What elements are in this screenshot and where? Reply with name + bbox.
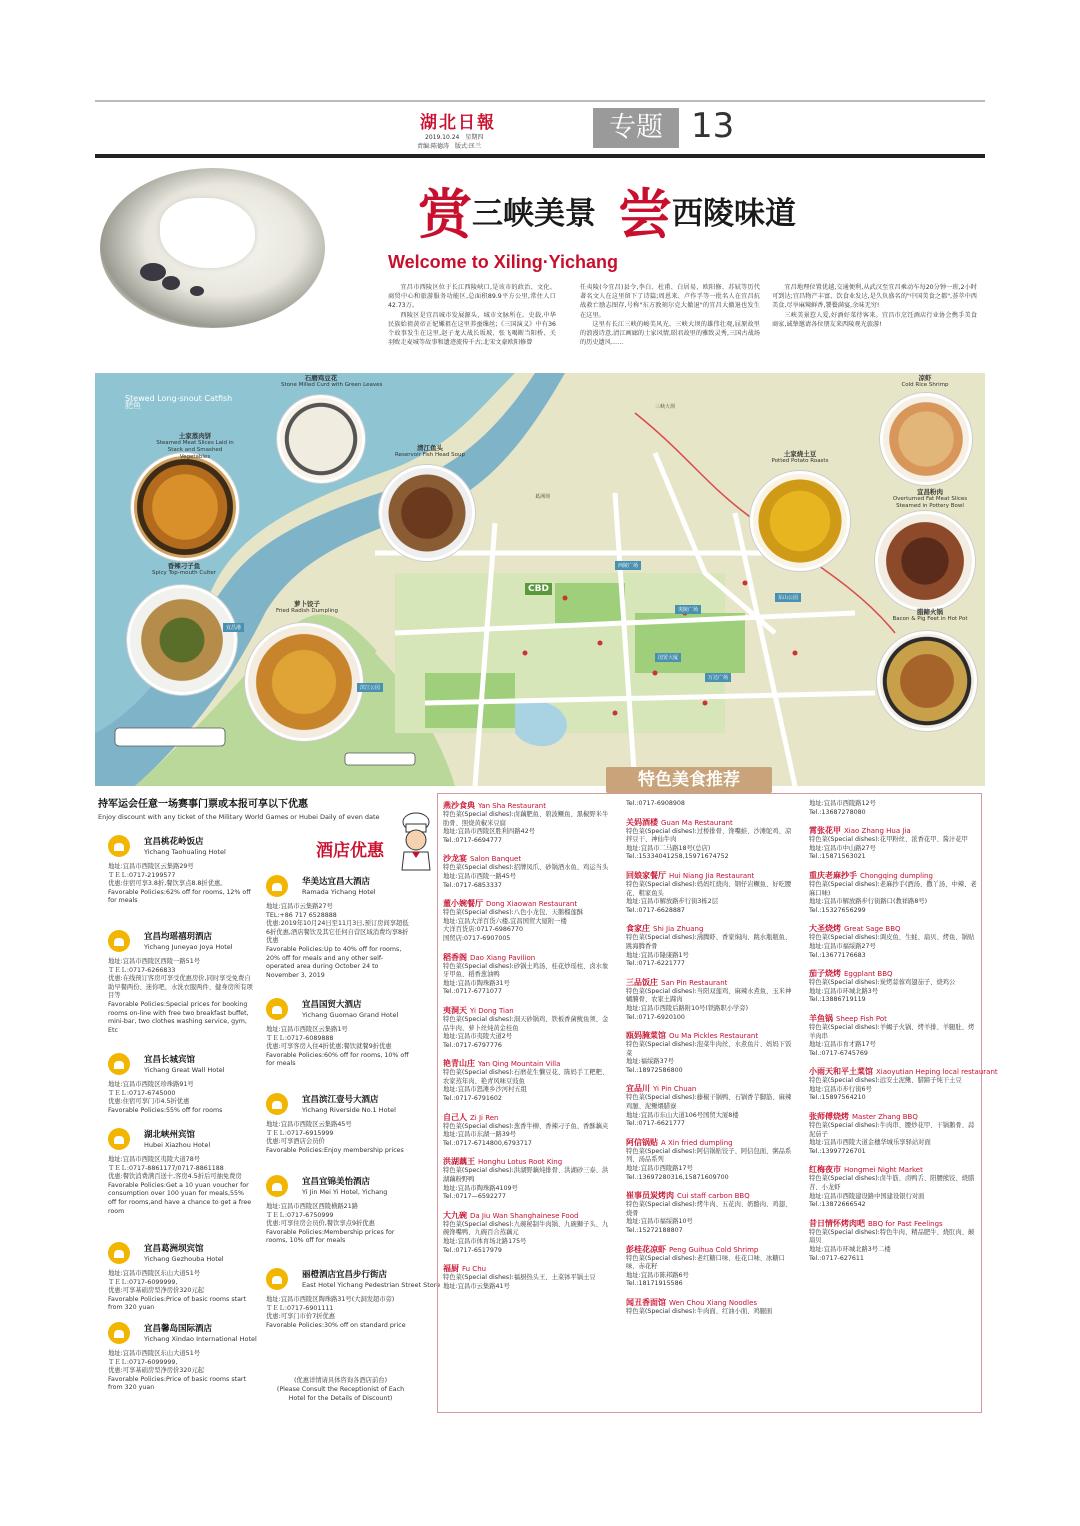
hotel-icon (108, 835, 130, 857)
hotel-discount-note: (优惠详情请具体咨询各酒店前台) (Please Consult the Receptionist of Each Hotel for the Details of Discount) (276, 1377, 405, 1402)
restaurant-name (443, 1263, 613, 1274)
restaurant-name-en: Xiaoyutian Heping local restaurant (876, 1068, 998, 1077)
restaurant-entry (809, 968, 979, 1005)
hotel-details: 地址:宜昌市西陵区云集路29号 ＴＥＬ:0717-2199577 优惠:住宿可享3.8折,餐饮享点8.8折优惠。 Favorable Policies:62% off for rooms, 12% off for meals (108, 863, 251, 905)
hotel-icon (108, 1128, 130, 1150)
restaurant-name (626, 1083, 796, 1094)
restaurant-name-zh: 小雨天和平土菜馆 (809, 1067, 873, 1077)
hotel-name: 华美达宜昌大酒店 (302, 877, 371, 887)
offer-subtitle: Enjoy discount with any ticket of the Military World Games or Hubei Daily of even date (98, 813, 380, 821)
intro-column-1 (388, 283, 556, 347)
dish-photo-steamed-meat (131, 453, 239, 561)
hotel-name-en: Yi Jin Mei Yi Hotel, Yichang (302, 1188, 388, 1196)
restaurant-entry (626, 977, 796, 1022)
hotel-name-en: Yichang Gezhouba Hotel (144, 1255, 224, 1263)
restaurant-entry (809, 1164, 979, 1209)
restaurant-details: 特色菜(Special dishes):福厨热头王、土菜钵平锅土豆 地址:宜昌市云集路41号 (443, 1274, 596, 1290)
restaurant-name-zh: 阿信锅贴 (626, 1137, 658, 1147)
illustrated-city-map (95, 373, 985, 786)
hotel-icon (266, 1175, 288, 1197)
restaurant-name-en: Guan Ma Restaurant (661, 818, 733, 827)
restaurant-details: 特色菜(Special dishes):洞天砂锅鸡、铁板香菌鱿鱼须、金品牛肉、萝卜丝炖黄金桂鱼 地址:宜昌市夷陵大道2号 Tel.:0717-6797776 (443, 1015, 609, 1049)
masthead (95, 100, 985, 158)
hotel-name-en: East Hotel Yichang Pedestrian Street Store (302, 1281, 441, 1289)
restaurant-name-zh: 彭桂花凉虾 (626, 1244, 666, 1254)
restaurant-name-en: Sheep Fish Pot (836, 1014, 887, 1023)
restaurant-details: 特色菜(Special dishes):卤藕肥鱼、碧波鳜鱼、黑椒野米牛肋骨、照烧黄椒米豆腐 地址:宜昌市西陵区胜利四路42号 Tel.:0717-6694777 (443, 811, 609, 844)
restaurant-details: 特色菜(Special dishes):烤牛肉、五花肉、奶酪肉、鸡翅、烧骨 地址:宜昌市福绥路10号 Tel.:15272188807 (626, 1201, 792, 1234)
hotel-name: 宜昌葛洲坝宾馆 (144, 1244, 204, 1254)
hotel-icon (108, 1242, 130, 1264)
hotel-name-en: Ramada Yichang Hotel (302, 888, 376, 896)
hotel-icon (266, 1268, 288, 1290)
restaurant-details: 特色菜(Special dishes):牛肉串、腰炒花甲、干锅鹅骨、蒜泥茄子 地址:宜昌市西陵大道金穗华城乐享驿站对面 Tel.:13997726701 (809, 1122, 975, 1155)
restaurant-name (443, 800, 613, 811)
hotel-details: 地址:宜昌市西陵区西陵横路21路 ＴＥＬ:0717-6750999 优惠:可享住房会员价,餐饮享点9折优惠 Favorable Policies:Membership prices for rooms, 10% off for meals (266, 1203, 395, 1245)
dish-photo-potato-roasts (750, 471, 850, 571)
restaurant-column-2 (626, 800, 796, 1325)
restaurant-name-zh: 回娘家餐厅 (626, 870, 666, 880)
map-place-label: 西陵广场 (615, 561, 641, 570)
restaurant-details: Tel.:0717-6908908 (626, 800, 685, 807)
hotel-discount-title: 酒店优惠 (316, 841, 384, 861)
restaurant-name-en: Wen Chou Xiang Noodles (669, 1298, 758, 1307)
hotel-details: 地址:宜昌市西陵区东山大道51号 ＴＥＬ:0717-6099999, 优惠:可享基础房型净房价320元起 Favorable Policies:Price of basic rooms start from 320 yuan (108, 1270, 246, 1312)
hero-dish-photo (100, 168, 325, 328)
restaurant-column-1 (443, 800, 613, 1299)
restaurant-details: 特色菜(Special dishes):老红糖口味、桂花口味、冰糖口味、赤花籽 地址:宜昌市陈邦路6号 Tel.:18171915586 (626, 1254, 785, 1288)
restaurant-name-zh: 稻香阁 (443, 952, 467, 962)
restaurant-name-en: Fu Chu (462, 1265, 487, 1274)
restaurant-details: 特色菜(Special dishes):泡菜牛肉丝、水煮鱼片、妈妈下饭菜 地址:福绥路37号 Tel.:18972586800 (626, 1041, 792, 1074)
map-place-label: 夷陵广场 (675, 605, 701, 614)
restaurant-name-zh: 三品饭庄 (626, 977, 658, 987)
restaurant-details: 特色菜(Special dishes):石磨花生懒豆花、陈妈手工粑粑、农家蒸年肉、艳青风味豆豉鱼 地址:宜昌市怒滩乡沙河村五组 Tel.:0717-6791602 (443, 1069, 609, 1103)
intro-paragraph: 这里有长江三峡的峻美风光、三峡大坝的雄伟壮观,屈原故里的浪漫诗意,清江画廊的土家风情,昭君故里的雅致灵秀,三国古战场的历史遗风…… (580, 320, 760, 347)
restaurant-name-zh: 自己人 (443, 1112, 467, 1122)
restaurant-name-zh: 食家庄 (626, 924, 650, 934)
restaurant-name-zh: 宜品川 (626, 1084, 650, 1094)
restaurant-name-en: Hui Niang Jia Restaurant (669, 871, 755, 880)
hotel-icon (108, 1053, 130, 1075)
restaurant-name (809, 923, 979, 934)
restaurant-entry (443, 800, 613, 845)
hotel-name: 宜昌馨岛国际酒店 (144, 1324, 213, 1334)
restaurant-details: 特色菜(Special dishes):九碗秘制牛肉锅、九碗狮子头、九碗馋嘴鸭、九碗百合蒸藕元 地址:宜昌市体育场北路175号 Tel.:0717-6517979 (443, 1220, 609, 1254)
restaurant-name-en: Eggplant BBQ (844, 970, 893, 979)
hotel-details: 地址:宜昌市西陵区西陵一路51号 ＴＥＬ:0717-6266833 优惠:在线预订客房可享受优惠房价,同时享受免费自助早餐两份、迷你吧、水洗衣服两件、健身房所有项目等 Favorable Policies:Special prices for booking rooms on-line with free two breakfast buffet, mini-bar, two clothes washing service, gym, Etc (108, 958, 253, 1034)
intro-paragraph: 任夷陵(今宜昌)县令,李白、杜甫、白居易、欧阳修、苏轼等历代著名文人在这里留下了诗篇;周恩来、卢作孚等一批名人在宜昌抗战救亡励志图存,号称"东方敦刻尔克大撤退"的宜昌大撤退也发生在这里。 (580, 284, 760, 319)
restaurant-name-en: Yi Dong Tian (470, 1006, 514, 1015)
restaurant-entry (626, 1083, 796, 1128)
restaurant-name (809, 825, 979, 836)
restaurant-entry (809, 1066, 998, 1103)
welcome-title: Welcome to Xiling·Yichang (388, 252, 619, 272)
offer-title: 持军运会任意一场赛事门票或本报可享以下优惠 (98, 799, 308, 810)
hotel-name-en: Yichang Taohualing Hotel (144, 848, 226, 856)
dish-photo-fish-head (379, 465, 475, 561)
dish-photo-fat-meat (875, 511, 975, 611)
restaurant-name-en: Master Zhang BBQ (852, 1113, 918, 1122)
restaurant-name-en: Great Sage BBQ (844, 925, 901, 934)
hotel-icon (266, 998, 288, 1020)
dish-label: 萝卜饺子 Fried Radish Dumpling (276, 600, 338, 614)
dish-label: Stewed Long-snout Catfish 肥鱼 (125, 394, 233, 410)
restaurant-name-zh: 羊鱼锅 (809, 1013, 833, 1023)
restaurant-name (809, 1066, 998, 1077)
headline-text-1: 三峡美景 (472, 196, 596, 232)
restaurant-name-en: A Xin fried dumpling (661, 1138, 733, 1147)
intro-column-2 (580, 283, 760, 347)
restaurant-details: 特色菜(Special dishes):特色牛肉、精品肥牛、烧肛肉、颠扇贝 地址:宜昌市环城北路3号二楼 Tel.:0717-627611 (809, 1228, 975, 1262)
restaurant-name-en: Dong Xiaowan Restaurant (486, 900, 578, 909)
restaurant-name-zh: 沙龙宴 (443, 854, 467, 864)
hotel-name-en: Yichang Riverside No.1 Hotel (302, 1106, 396, 1114)
restaurant-entry (443, 1263, 613, 1291)
hotel-name: 宜昌长城宾馆 (144, 1055, 196, 1065)
restaurant-name (809, 1164, 979, 1175)
dish-photo-spicy-culter (127, 585, 237, 695)
hotel-icon (266, 1093, 288, 1115)
restaurant-entry (443, 1210, 613, 1255)
restaurant-name-zh: 崔事员炭烤肉 (626, 1191, 674, 1201)
dish-label: 石磨鸡豆花 Stone Milled Curd with Green Leaves (281, 374, 383, 388)
restaurant-name-en: Shi Jia Zhuang (653, 925, 704, 934)
restaurant-details: 特色菜(Special dishes):当阳双莲鸡、麻辣水煮鱼、玉米神蝴腩骨、农家土蹄肉 地址:宜昌市西陵后路附10号(铁路职小学旁) Tel.:0717-6920100 (626, 987, 792, 1021)
restaurant-entry (626, 800, 796, 809)
restaurant-name-zh: 张师傅烧烤 (809, 1112, 849, 1122)
restaurant-details: 特色菜(Special dishes):远安土泥鳅、腊蹄子炖干土豆 地址:宜昌市步行街6号 Tel.:15897564210 (809, 1077, 962, 1102)
restaurant-details: 特色菜(Special dishes):炭烤蒜蓉鸡翅茄子、烧鸡公 地址:宜昌市环城北路3号 Tel.:13886719119 (809, 979, 956, 1004)
hotel-name: 湖北峡州宾馆 (144, 1130, 196, 1140)
restaurant-name-zh: 昔日情怀烤肉吧 (809, 1218, 865, 1228)
hotel-details: 地址:宜昌市西陵区云集路45号 ＴＥＬ:0717-6915999 优惠:可享酒店会员价 Favorable Policies:Enjoy membership prices (266, 1121, 404, 1154)
restaurant-name (626, 923, 796, 934)
hotel-details: 地址:宜昌市云集路27号 TEL:+86 717 6528888 优惠:2019年10月24日至11月3日,预订房间享超低6折优惠,酒店餐饮及其它任何自营区域消费均享8折优惠 Favorable Policies:Up to 40% off for rooms, 20% off for meals and any other self-operated area during October 24 to November 3, 2019 (266, 903, 409, 979)
chef-icon (392, 812, 440, 872)
military-games-offer (98, 795, 418, 821)
headline-glyph-1: 赏 (418, 182, 472, 246)
restaurant-name-zh: 重庆老麻抄手 (809, 870, 857, 880)
restaurant-name-en: Dao Xiang Pavilion (470, 953, 536, 962)
intro-paragraph: 西陵区是宜昌城市发展源头、城市文脉所在。史载,中华民族始祖黄帝正妃嫘祖在这里养蚕缫丝;《三国演义》中有36个故事发生在这里,赵子龙大战长坂坡、张飞喝断当阳桥、关羽败走麦城等故事和遗迹流传千古;北宋文豪欧阳修曾 (388, 311, 556, 347)
restaurant-name-zh: 艳青山庄 (443, 1059, 475, 1069)
dish-photo-radish-dumpling (245, 623, 363, 741)
hotel-name-en: Yichang Juneyao Joya Hotel (144, 943, 233, 951)
dish-label: 土家蒸肉饼 Steamed Meat Slices Laid in Stack and Smashed Vegetables (156, 432, 234, 460)
restaurant-name-en: Ou Ma Pickles Restaurant (669, 1032, 759, 1041)
restaurant-entry (443, 952, 613, 997)
restaurant-name-zh: 瓯妈腌菜馆 (626, 1031, 666, 1041)
hotel-details: 地址:宜昌市西陵区珍珠路91号 ＴＥＬ:0717-6745000 优惠:住宿可享门市4.5折优惠 Favorable Policies:55% off for rooms (108, 1081, 223, 1114)
page-number: 13 (691, 106, 735, 146)
restaurant-name (443, 853, 613, 864)
restaurant-name (443, 1210, 613, 1221)
restaurant-name-en: Salon Banquet (470, 855, 522, 864)
restaurant-name-en: Chongqing dumpling (860, 871, 933, 880)
map-place-label: 葛洲坝 (535, 494, 551, 500)
dish-label: 香辣刁子鱼 Spicy Top-mouth Culter (151, 562, 217, 576)
hotel-icon (266, 875, 288, 897)
restaurant-details: 特色菜(Special dishes):葱香牛柳、香辣刁子鱼、香酥藕夹 地址:宜昌市东湖一路39号 Tel.:0717-6714800,6793717 (443, 1122, 609, 1147)
restaurant-name-zh: 关妈酒楼 (626, 817, 658, 827)
restaurant-name-zh: 大圣烧烤 (809, 924, 841, 934)
restaurant-name-en: Yan Sha Restaurant (478, 802, 546, 810)
dish-label: 宜昌粉肉 Overturned Fat Meat Slices Steamed in Pottery Bowl (892, 488, 968, 509)
restaurant-name (443, 952, 613, 963)
issue-date: 2019.10.24 星期四 (425, 134, 484, 141)
hotel-details: 地址:宜昌市西陵区陶珠路31号(大洞发超市旁) ＴＥＬ:0717-6901111 优惠:可享门市价7折优惠 Favorable Policies:30% off on standard price (266, 1296, 406, 1329)
headline-glyph-2: 尝 (618, 182, 672, 246)
hotel-name: 宜昌滨江壹号大酒店 (302, 1095, 379, 1105)
headline (418, 172, 818, 247)
restaurant-entry (809, 1218, 979, 1263)
restaurant-name-en: Yan Qing Mountain Villa (478, 1060, 561, 1069)
restaurant-name-en: BBQ for Past Feelings (868, 1219, 943, 1228)
hotel-icon (108, 1322, 130, 1344)
restaurant-name (809, 1218, 979, 1229)
dish-label: 清江鱼头 Reservoir Fish Head Soup (395, 444, 465, 458)
restaurant-name-en: Hongmei Night Market (844, 1166, 923, 1175)
newspaper-logo: 湖北日報 (420, 113, 496, 133)
restaurant-name-zh: 闻丑香面馆 (626, 1297, 666, 1307)
restaurant-entry (809, 1111, 979, 1156)
restaurant-name (809, 968, 979, 979)
hotel-name: 宜昌均瑶禧玥酒店 (144, 932, 213, 942)
restaurant-entry (809, 1013, 979, 1058)
restaurant-entry (443, 853, 613, 890)
hotel-name-en: Yichang Great Wall Hotel (144, 1066, 225, 1074)
restaurant-entry (443, 1005, 613, 1050)
restaurant-name-en: San Pin Restaurant (661, 978, 728, 987)
restaurant-entry (626, 923, 796, 968)
restaurant-entry (443, 898, 613, 943)
restaurant-entry (626, 1030, 796, 1075)
restaurant-details: 特色菜(Special dishes):沸腾虾、香家焖肉、跳水瓶瓶鱼、跳海腾香骨 地址:宜昌市隆康路1号 Tel.:0717-6221777 (626, 934, 792, 968)
feature-food-tab: 特色美食推荐 (606, 767, 772, 793)
restaurant-details: 特色菜(Special dishes):洪湖野藕炖排骨、洪湖砂三泰、洪湖藕粉野鸭 地址:宜昌市陶珠路4109号 Tel.:0717—6592277 (443, 1167, 609, 1201)
restaurant-name (443, 898, 613, 909)
restaurant-name (626, 1244, 796, 1255)
restaurant-name (626, 817, 796, 828)
restaurant-name (809, 870, 979, 881)
map-place-label: 万达广场 (705, 673, 731, 682)
map-place-label: 国贸大厦 (655, 653, 681, 662)
dish-photo-cold-rice-shrimp (880, 393, 972, 485)
restaurant-entry (626, 817, 796, 862)
restaurant-name (626, 1190, 796, 1201)
restaurant-entry (443, 1058, 613, 1103)
hotel-details: 地址:宜昌市西陵区云集路1号 ＴＥＬ:0717-6089888 优惠:可享客房入住4折优惠;餐饮就餐9折优惠 Favorable Policies:60% off for rooms, 10% off for meals (266, 1026, 409, 1068)
restaurant-details: 特色菜(Special dishes):藤椒干锅鸭、石锅香芋脚筋、麻辣鸡臆、泥鳅煨腊寮 地址:宜昌市东山大道106号国贸大厦8楼 Tel.:0717-6621777 (626, 1094, 792, 1128)
map-place-label: 三峡大坝 (655, 404, 676, 410)
restaurant-details: 特色菜(Special dishes):牛肉面、红油小面、鸡腿面 (626, 1307, 773, 1315)
dish-photo-bacon-hotpot (877, 631, 977, 731)
restaurant-entry (809, 825, 979, 862)
restaurant-name (626, 1137, 796, 1148)
restaurant-column-3 (809, 800, 998, 1271)
dish-label: 腊蹄火锅 Bacon & Pig Feet in Hot Pot (892, 608, 968, 622)
restaurant-name (626, 870, 796, 881)
restaurant-name (443, 1112, 613, 1123)
restaurant-name (626, 1297, 796, 1308)
restaurant-name-en: Zi Ji Ren (470, 1113, 499, 1122)
hotel-name: 丽橙酒店宜昌步行街店 (302, 1270, 388, 1280)
hotel-name-en: Yichang Guomao Grand Hotel (302, 1011, 399, 1019)
hotel-name-en: Hubei Xiazhou Hotel (144, 1141, 211, 1149)
restaurant-name (626, 977, 796, 988)
hotel-name: 宜昌桃花岭饭店 (144, 837, 204, 847)
restaurant-details: 特色菜(Special dishes):卤牛筋、卤鸭舌、阳腰熊饺、烧腊苕、小龙虾 地址:宜昌市西陵建设路中国建设银行对面 Tel.:13872666542 (809, 1175, 975, 1209)
hotel-icon (108, 930, 130, 952)
map-place-label: 东山公园 (775, 593, 801, 602)
map-place-label: 滨江公园 (357, 683, 383, 692)
restaurant-name-en: Yi Pin Chuan (653, 1085, 697, 1094)
hotel-details: 地址:宜昌市西陵区东山大道51号 ＴＥＬ:0717-6099999, 优惠:可享基础房型净房价320元起 Favorable Policies:Price of basic rooms start from 320 yuan (108, 1350, 246, 1392)
restaurant-name (626, 1030, 796, 1041)
restaurant-details: 特色菜(Special dishes):羊蝎子火锅、烤羊排、羊腿肚、烤羊肉串 地址:宜昌市育才路17号 Tel.:0717-6745769 (809, 1023, 975, 1057)
restaurant-name-en: Honghu Lotus Root King (478, 1158, 563, 1167)
restaurant-details: 特色菜(Special dishes):招牌凤爪、砂锅酒水鱼、鸡运当头 地址:宜昌市西陵一路45号 Tel.:0717-6853337 (443, 864, 609, 889)
restaurant-entry (626, 870, 796, 915)
masthead-top-rule (95, 100, 985, 102)
hotel-details: 地址:宜昌市西陵区夷陵大道78号 ＴＥＬ:0717-8861177/0717-8861188 优惠:餐饮消费满百送十,客房4.5折后可抽免费房 Favorable Policies:Get a 10 yuan voucher for consumption over 100 yuan for meals,55% off for rooms,and have a chance to get a free room (108, 1156, 252, 1215)
restaurant-entry (626, 1137, 796, 1182)
editor-credit: 责编:陈德涛 版式:匡兰 (417, 143, 482, 150)
restaurant-entry (443, 1112, 613, 1149)
dish-label: 土家烧土豆 Potted Potato Roasts (771, 450, 829, 464)
restaurant-name-zh: 大九碗 (443, 1210, 467, 1220)
map-place-label: CBD (525, 583, 552, 595)
restaurant-entry (626, 1190, 796, 1235)
dish-label: 凉虾 Cold Rice Shrimp (901, 374, 949, 388)
restaurant-name (443, 1058, 613, 1069)
restaurant-details: 特色菜(Special dishes):花甲粉丝、浓香花甲、酱汁花甲 地址:宜昌市中山路27号 Tel.:15871563021 (809, 836, 968, 861)
restaurant-name-en: Xiao Zhang Hua Jia (844, 827, 911, 836)
restaurant-name-en: Peng Guihua Cold Shrimp (669, 1245, 759, 1254)
restaurant-entry (626, 1297, 796, 1317)
intro-column-3 (772, 283, 977, 329)
restaurant-name (809, 1111, 979, 1122)
restaurant-name-en: Cui staff carbon BBQ (677, 1192, 750, 1201)
hotel-name: 宜昌国贸大酒店 (302, 1000, 362, 1010)
hotel-name-en: Yichang Xindao International Hotel (144, 1335, 257, 1343)
restaurant-name-zh: 洪湖藕王 (443, 1157, 475, 1167)
restaurant-details: 地址:宜昌市西陵路12号 Tel.:13687278080 (809, 800, 876, 816)
restaurant-entry (809, 870, 979, 915)
dish-photo-stone-curd (277, 395, 365, 483)
restaurant-name-zh: 夷洞天 (443, 1005, 467, 1015)
restaurant-entry (443, 1156, 613, 1201)
restaurant-details: 特色菜(Special dishes):阿信锅贴饺子、阿信包面、粥品系列、汤品系列 地址:宜昌市西陵路17号 Tel.:13697280316,15871609700 (626, 1147, 792, 1181)
map-place-label: 宜昌港 (223, 623, 244, 632)
restaurant-name (809, 1013, 979, 1024)
headline-text-2: 西陵味道 (672, 196, 796, 232)
intro-paragraph: 三峡美景惹人爱,好酒好菜待客来。宜昌市烹饪酒店行业协会携手美食商家,诚挚邀请各位朋友来西陵观光旅游! (772, 311, 977, 328)
restaurant-name (443, 1005, 613, 1016)
restaurant-details: 特色菜(Special dishes):妈妈红烧肉、钢仔岩鳜鱼、好吃腰花、粗家鱼头 地址:宜昌市解放路步行街3栋2层 Tel.:0717-6628887 (626, 880, 792, 914)
restaurant-entry (626, 1244, 796, 1289)
restaurant-details: 特色菜(Special dishes):调皮鱼、生蚝、扇贝、烤鱼、锅贴 地址:宜昌市福绥路27号 Tel.:13677176683 (809, 934, 975, 959)
restaurant-name-zh: 福厨 (443, 1264, 459, 1274)
restaurant-name-zh: 董小婉餐厅 (443, 899, 483, 909)
section-label: 专题 (593, 108, 679, 148)
restaurant-details: 特色菜(Special dishes):老麻抄手(酒汤、撒丫汤、中辣、老麻口味) 地址:宜昌市解放路步行街路口(教祥路8号) Tel.:15327656299 (809, 880, 977, 914)
hotel-name: 宜昌宜锦美怡酒店 (302, 1177, 371, 1187)
restaurant-entry (809, 800, 979, 817)
restaurant-name-zh: 燕沙食典 (443, 801, 475, 810)
restaurant-details: 特色菜(Special dishes):砂锅土鸡汤、桂花炒瑶柱、卤水象牙甲鱼、稻香葱油鸭 地址:宜昌市陶珠路31号 Tel.:0717-6771077 (443, 962, 609, 996)
restaurant-entry (809, 923, 979, 960)
restaurant-name-en: Da Jiu Wan Shanghainese Food (470, 1211, 579, 1220)
restaurant-name (443, 1156, 613, 1167)
intro-paragraph: 宜昌市西陵区位于长江西陵峡口,是该市的政治、文化、商贸中心和旅游服务功能区,总面积89.9平方公里,常住人口42.73万。 (388, 284, 556, 310)
intro-paragraph: 宜昌地理位置优越,交通便利,从武汉至宜昌乘动车每20分钟一班,2小时可到达;宜昌物产丰富、饮食业发达,是久负盛名的"中国美食之都",荟萃中西美食,尽享麻辣鲜香,饕餮满宴,余味无穷! (772, 284, 977, 310)
restaurant-name-zh: 霄张花甲 (809, 826, 841, 836)
restaurant-name-zh: 红梅夜市 (809, 1165, 841, 1175)
restaurant-details: 特色菜(Special dishes):八色小龙包、天鹅榴莲酥 地址:宜昌大洋百货六楼,宜昌国贸大厦附一楼 大洋百货店:0717-6986770 国贸店:0717-6907005 (443, 909, 584, 942)
restaurant-name-zh: 茄子烧烤 (809, 969, 841, 979)
restaurant-details: 特色菜(Special dishes):过桥排骨、馋嘴蛙、沙滩鸵鸡、凉拌豆干、神仙牛肉 地址:宜昌市二马路18号(总店) Tel.:15334041258,15971674752 (626, 827, 792, 861)
